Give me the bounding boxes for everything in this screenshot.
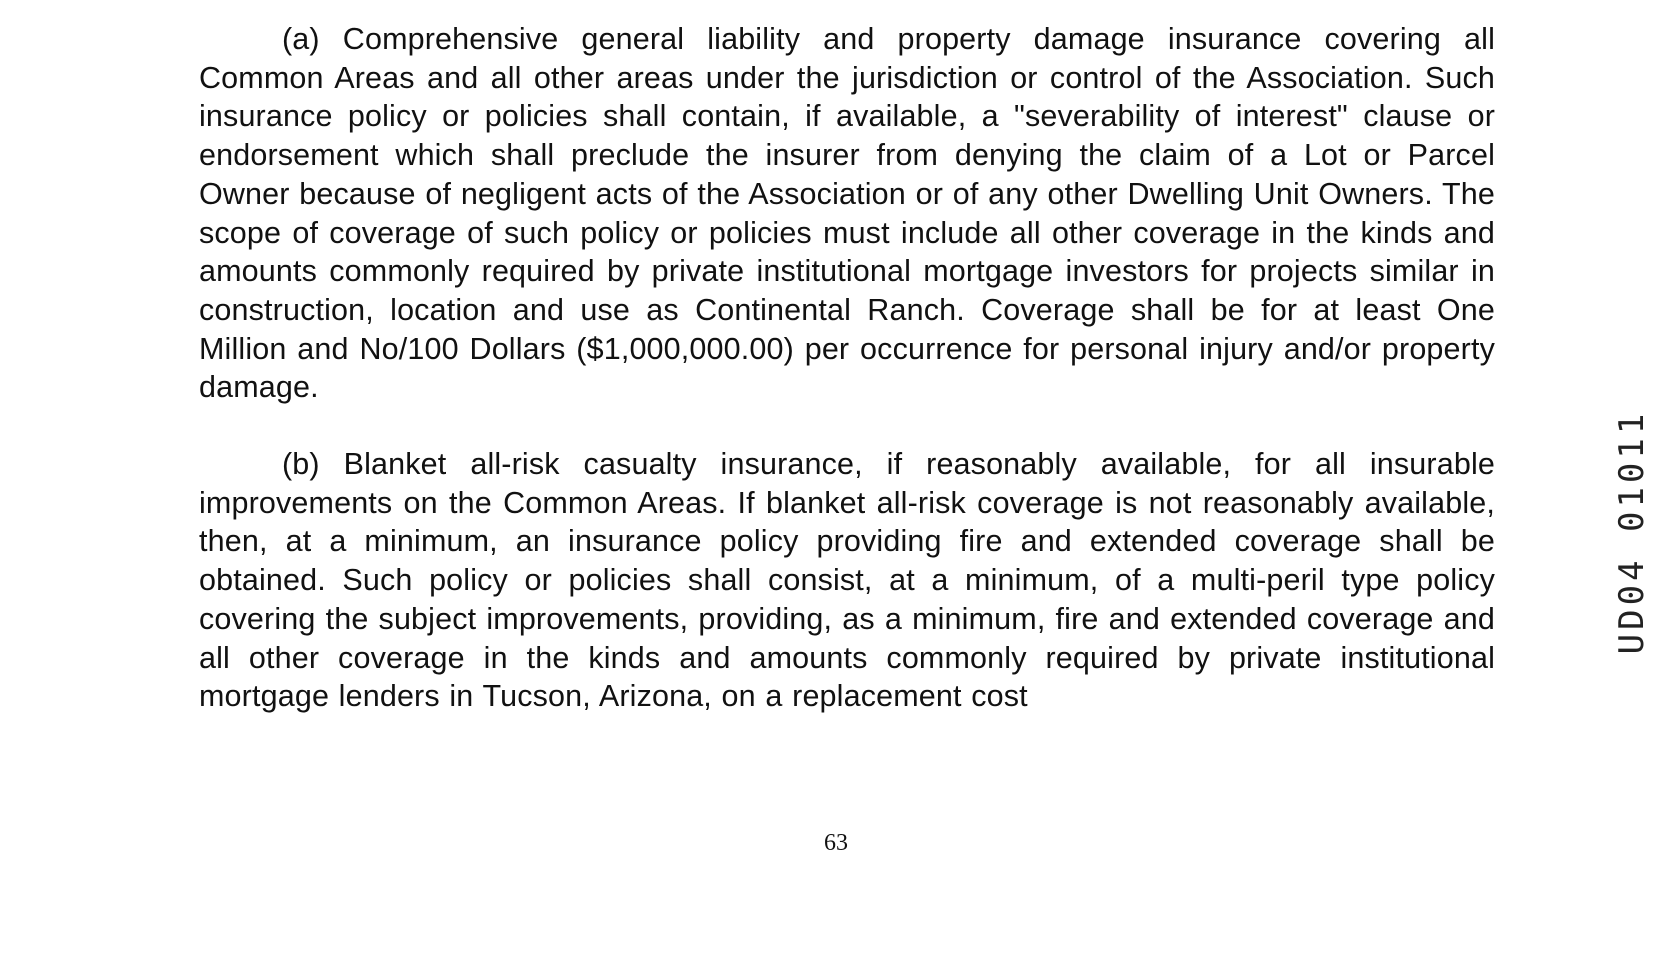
page-number: 63	[824, 830, 848, 856]
paragraph-b: (b) Blanket all-risk casualty insurance, if reasonably available, for all insurable improvements on the Common Areas. If blanket all-risk coverage is not reasonably available, then, at a minimum, an insurance policy providing fire and extended coverage shall be obtained. Such policy or policies shall consist, at a minimum, of a multi-peril type policy covering the subject improvements, providing, as a minimum, fire and extended coverage and all other coverage in the kinds and amounts commonly required by private institutional mortgage lenders in Tucson, Arizona, on a replacement cost	[199, 447, 1495, 714]
side-stamp-text: UD04 01011	[1612, 409, 1652, 655]
document-body	[199, 20, 1495, 716]
paragraph-a: (a) Comprehensive general liability and property damage insurance covering all Common Areas and all other areas under the jurisdiction or control of the Association. Such insurance policy or policies shall contain, if available, a "severability of interest" clause or endorsement which shall preclude the insurer from denying the claim of a Lot or Parcel Owner because of negligent acts of the Association or of any other Dwelling Unit Owners. The scope of coverage of such policy or policies must include all other coverage in the kinds and amounts commonly required by private institutional mortgage investors for projects similar in construction, location and use as Continental Ranch. Coverage shall be for at least One Million and No/100 Dollars ($1,000,000.00) per occurrence for personal injury and/or property damage.	[199, 22, 1495, 405]
side-stamp	[1610, 356, 1654, 708]
